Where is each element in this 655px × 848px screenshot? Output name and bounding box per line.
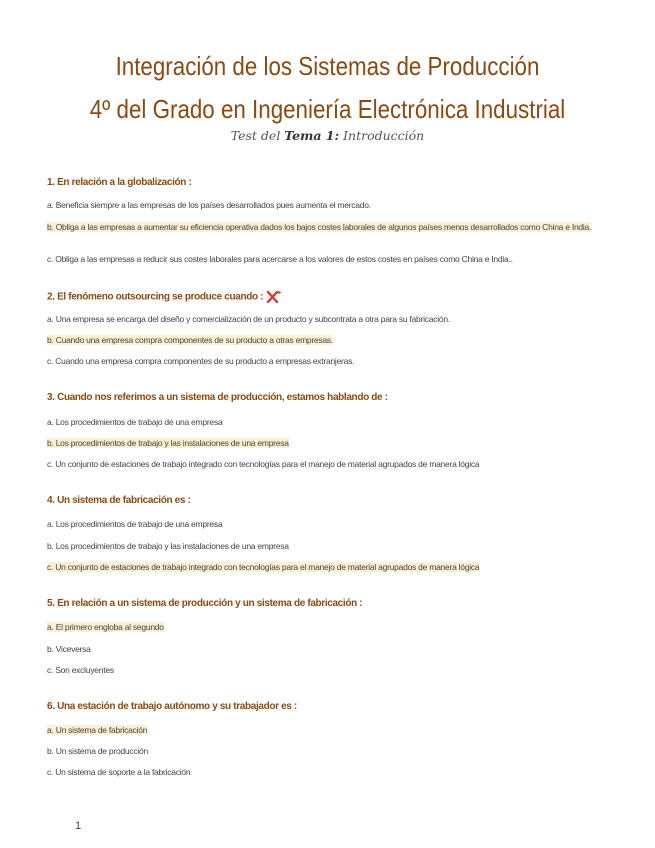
subtitle-topic: Tema 1: — [284, 128, 340, 143]
question-3-prompt: 3. Cuando nos referimos a un sistema de producción, estamos hablando de : — [47, 392, 388, 403]
question-2-prompt — [47, 290, 282, 304]
question-5-option-a[interactable] — [47, 621, 609, 633]
subtitle-suffix: Introducción — [339, 128, 425, 143]
question-2-option-a[interactable]: a. Una empresa se encarga del diseño y comercialización de un producto y subcontrata a otra para su fabricación. — [47, 314, 450, 324]
question-6-option-c[interactable]: c. Un sistema de soporte a la fabricación — [47, 767, 191, 777]
document-title-line-2: 4º del Grado en Ingeniería Electrónica Industrial — [89, 94, 566, 124]
answer-highlight: a. Un sistema de fabricación — [47, 725, 148, 735]
question-2-text: 2. El fenómeno outsourcing se produce cuando : — [47, 291, 264, 303]
subtitle-prefix: Test del — [230, 128, 285, 143]
question-5-option-b[interactable]: b. Viceversa — [47, 644, 91, 654]
answer-highlight: b. Los procedimientos de trabajo y las instalaciones de una empresa — [47, 438, 289, 448]
question-2-option-c[interactable]: c. Cuando una empresa compra componentes de su producto a empresas extranjeras. — [47, 356, 355, 366]
question-1-prompt: 1. En relación a la globalización : — [47, 177, 192, 188]
question-3-option-c[interactable]: c. Un conjunto de estaciones de trabajo integrado con tecnologías para el manejo de material agrupados de manera lógica — [47, 459, 480, 469]
document-subtitle — [0, 128, 655, 143]
wrong-answer-icon — [266, 290, 282, 304]
answer-highlight: b. Cuando una empresa compra componentes de su producto a otras empresas. — [47, 335, 334, 345]
question-6-prompt: 6. Una estación de trabajo autónomo y su trabajador es : — [47, 701, 297, 712]
question-2-option-b[interactable] — [47, 334, 609, 346]
question-5-prompt: 5. En relación a un sistema de producción y un sistema de fabricación : — [47, 598, 363, 609]
question-1-option-b[interactable] — [47, 221, 609, 233]
question-5-option-c[interactable]: c. Son excluyentes — [47, 665, 114, 675]
question-4-option-a[interactable]: a. Los procedimientos de trabajo de una empresa — [47, 519, 223, 529]
answer-highlight: b. Obliga a las empresas a aumentar su eficiencia operativa dados los bajos costes laborales de algunos países menos desarrollados como China e India. — [47, 222, 592, 232]
question-4-option-c[interactable] — [47, 561, 609, 573]
question-4-option-b[interactable]: b. Los procedimientos de trabajo y las instalaciones de una empresa — [47, 541, 289, 551]
question-3-option-b[interactable] — [47, 437, 609, 449]
question-4-prompt: 4. Un sistema de fabricación es : — [47, 495, 191, 506]
question-6-option-b[interactable]: b. Un sistema de producción — [47, 746, 148, 756]
question-3-option-a[interactable]: a. Los procedimientos de trabajo de una empresa — [47, 417, 223, 427]
question-6-option-a[interactable] — [47, 724, 609, 736]
document-title-line-1: Integración de los Sistemas de Producción — [115, 51, 540, 81]
answer-highlight: c. Un conjunto de estaciones de trabajo integrado con tecnologías para el manejo de material agrupados de manera lógica — [47, 562, 480, 572]
question-1-option-a[interactable]: a. Beneficia siempre a las empresas de los países desarrollados pues aumenta el mercado. — [47, 200, 371, 210]
page-number: 1 — [75, 820, 82, 832]
answer-highlight: a. El primero engloba al segundo — [47, 622, 164, 632]
question-1-option-c[interactable]: c. Obliga a las empresas a reducir sus costes laborales para acercarse a los valores de estos costes en países como China e India.. — [47, 254, 513, 264]
